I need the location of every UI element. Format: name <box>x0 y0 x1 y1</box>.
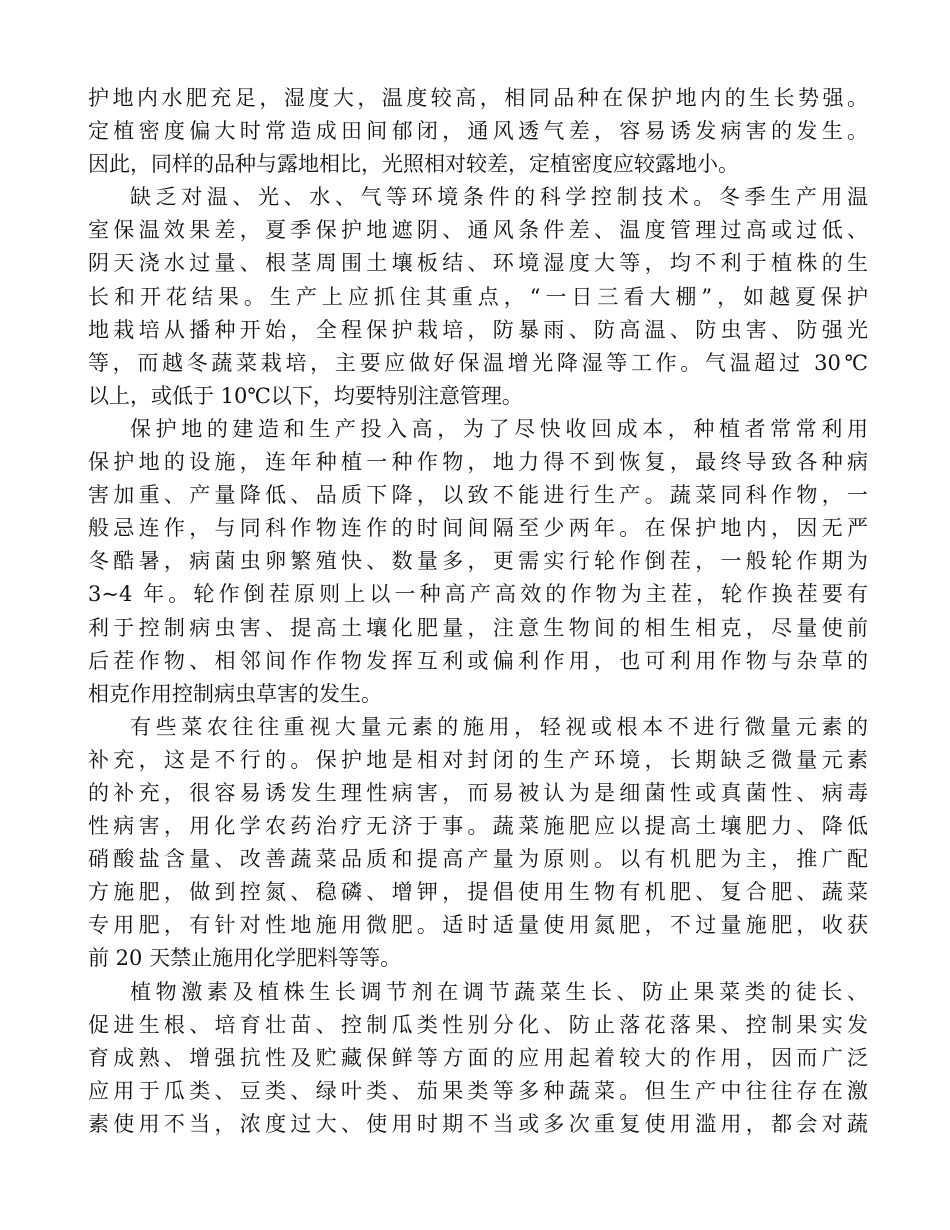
text-line: 护地内水肥充足，湿度大，温度较高，相同品种在保护地内的生长势强。 <box>88 86 868 110</box>
text-line: 后茬作物、相邻间作作物发挥互利或偏利作用，也可利用作物与杂草的 <box>88 648 868 673</box>
text-line: 应用于瓜类、豆类、绿叶类、茄果类等多种蔬菜。但生产中往往存在激 <box>88 1078 868 1103</box>
text-line: 冬酷暑，病菌虫卵繁殖快、数量多，更需实行轮作倒茬，一般轮作期为 <box>88 549 868 574</box>
text-line: 因此，同样的品种与露地相比，光照相对较差，定植密度应较露地小。 <box>88 152 739 177</box>
text-line: 硝酸盐含量、改善蔬菜品质和提高产量为原则。以有机肥为主，推广配 <box>88 847 868 872</box>
text-line: 以上，或低于 10℃以下，均要特别注意管理。 <box>88 383 523 408</box>
text-line: 相克作用控制病虫草害的发生。 <box>88 681 382 706</box>
text-line: 3~4 年。轮作倒茬原则上以一种高产高效的作物为主茬，轮作换茬要有 <box>88 582 868 607</box>
text-line: 育成熟、增强抗性及贮藏保鲜等方面的应用起着较大的作用，因而广泛 <box>88 1045 868 1070</box>
text-line: 地栽培从播种开始，全程保护栽培，防暴雨、防高温、防虫害、防强光 <box>88 317 868 342</box>
text-line: 定植密度偏大时常造成田间郁闭，通风透气差，容易诱发病害的发生。 <box>88 119 868 144</box>
text-line: 等，而越冬蔬菜栽培，主要应做好保温增光降湿等工作。气温超过 30℃ <box>88 350 868 375</box>
text-line: 补充，这是不行的。保护地是相对封闭的生产环境，长期缺乏微量元素 <box>88 747 868 772</box>
text-line: 素使用不当，浓度过大、使用时期不当或多次重复使用滥用，都会对蔬 <box>88 1111 868 1136</box>
text-line: 般忌连作，与同科作物连作的时间间隔至少两年。在保护地内，因无严 <box>88 516 868 541</box>
text-line: 长和开花结果。生产上应抓住其重点，“一日三看大棚”，如越夏保护 <box>88 284 868 309</box>
document-page <box>88 82 868 1141</box>
text-line: 利于控制病虫害、提高土壤化肥量，注意生物间的相生相克，尽量使前 <box>88 615 868 640</box>
text-line: 缺乏对温、光、水、气等环境条件的科学控制技术。冬季生产用温 <box>130 185 868 210</box>
text-line: 阴天浇水过量、根茎周围土壤板结、环境湿度大等，均不利于植株的生 <box>88 251 868 276</box>
text-line: 专用肥，有针对性地施用微肥。适时适量使用氮肥，不过量施肥，收获 <box>88 913 868 938</box>
text-line: 方施肥，做到控氮、稳磷、增钾，提倡使用生物有机肥、复合肥、蔬菜 <box>88 880 868 905</box>
text-line: 的补充，很容易诱发生理性病害，而易被认为是细菌性或真菌性、病毒 <box>88 780 868 805</box>
text-line: 保护地的建造和生产投入高，为了尽快收回成本，种植者常常利用 <box>130 416 868 441</box>
text-line: 植物激素及植株生长调节剂在调节蔬菜生长、防止果菜类的徒长、 <box>130 979 868 1004</box>
text-line: 保护地的设施，连年种植一种作物，地力得不到恢复，最终导致各种病 <box>88 450 868 475</box>
text-line: 室保温效果差，夏季保护地遮阴、通风条件差、温度管理过高或过低、 <box>88 218 868 243</box>
text-line: 有些菜农往往重视大量元素的施用，轻视或根本不进行微量元素的 <box>130 714 868 739</box>
text-line: 害加重、产量降低、品质下降，以致不能进行生产。蔬菜同科作物，一 <box>88 483 868 508</box>
text-line: 促进生根、培育壮苗、控制瓜类性别分化、防止落花落果、控制果实发 <box>88 1012 868 1037</box>
text-line: 前 20 天禁止施用化学肥料等等。 <box>88 946 402 971</box>
text-line: 性病害，用化学农药治疗无济于事。蔬菜施肥应以提高土壤肥力、降低 <box>88 814 868 839</box>
